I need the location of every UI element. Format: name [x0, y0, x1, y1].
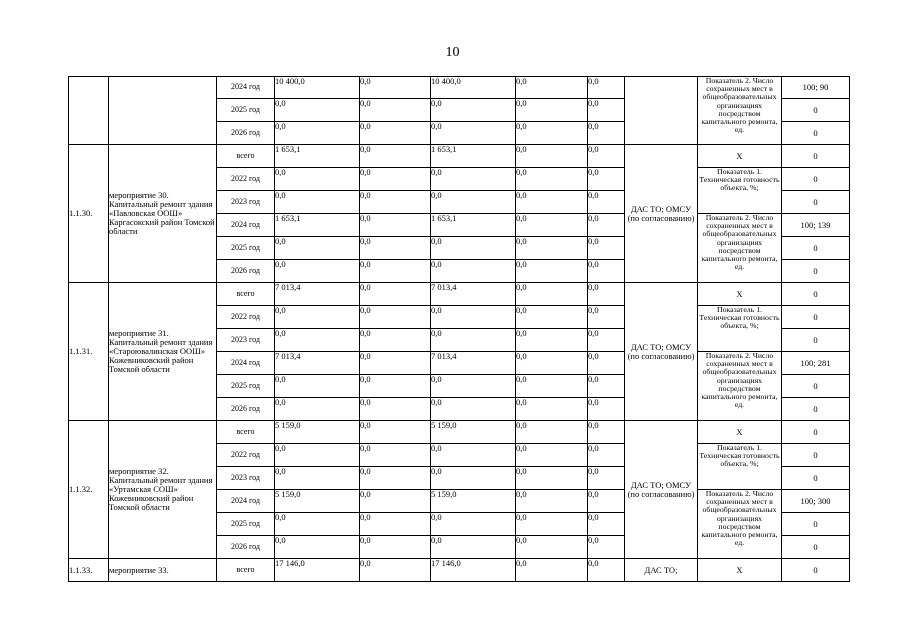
value-cell: 0,0	[588, 145, 625, 168]
value-cell: 5 159,0	[431, 421, 516, 444]
value-cell: 0,0	[588, 122, 625, 145]
indicator-value-cell: 0	[782, 191, 850, 214]
value-cell: 1 653,1	[431, 214, 516, 237]
value-cell: 0,0	[275, 536, 360, 559]
value-cell: 7 013,4	[431, 283, 516, 306]
year-cell: 2025 год	[217, 375, 275, 398]
year-cell: всего	[217, 559, 275, 582]
value-cell: 0,0	[516, 283, 588, 306]
event-code: 1.1.33.	[69, 559, 109, 582]
executor-cell	[625, 77, 698, 145]
indicator-1-cell: Показатель 1. Техническая готовность объекта, %;	[698, 168, 782, 214]
value-cell: 0,0	[360, 421, 431, 444]
value-cell: 0,0	[516, 375, 588, 398]
year-cell: 2022 год	[217, 306, 275, 329]
value-cell: 5 159,0	[275, 490, 360, 513]
page-number: 10	[445, 45, 460, 60]
event-name: мероприятие 32. Капитальный ремонт здания «Уртамская СОШ» Кожевниковский район Томской области	[109, 421, 217, 559]
indicator-value-cell: 0	[782, 99, 850, 122]
value-cell: 0,0	[588, 490, 625, 513]
indicator-value-cell: 0	[782, 283, 850, 306]
value-cell: 0,0	[275, 122, 360, 145]
indicator-value-cell: 0	[782, 513, 850, 536]
value-cell: 0,0	[431, 467, 516, 490]
value-cell: 10 400,0	[275, 77, 360, 99]
value-cell: 7 013,4	[275, 283, 360, 306]
value-cell: 0,0	[516, 536, 588, 559]
year-cell: 2026 год	[217, 260, 275, 283]
value-cell: 0,0	[431, 329, 516, 352]
indicator-x-cell: Х	[698, 283, 782, 306]
value-cell: 0,0	[360, 352, 431, 375]
value-cell: 0,0	[431, 398, 516, 421]
value-cell: 0,0	[275, 99, 360, 122]
value-cell: 0,0	[360, 375, 431, 398]
value-cell: 0,0	[588, 283, 625, 306]
year-cell: 2023 год	[217, 191, 275, 214]
value-cell: 17 146,0	[431, 559, 516, 582]
value-cell: 0,0	[275, 398, 360, 421]
year-cell: 2025 год	[217, 99, 275, 122]
indicator-2-cell: Показатель 2. Число сохраненных мест в общеобразовательных организациях посредством капитального ремонта, ед.	[698, 77, 782, 145]
value-cell: 0,0	[360, 513, 431, 536]
indicator-value-cell: 0	[782, 444, 850, 467]
value-cell: 0,0	[275, 444, 360, 467]
indicator-x-cell: Х	[698, 145, 782, 168]
year-cell: 2024 год	[217, 352, 275, 375]
year-cell: 2026 год	[217, 536, 275, 559]
year-cell: 2024 год	[217, 490, 275, 513]
value-cell: 0,0	[588, 306, 625, 329]
value-cell: 0,0	[588, 467, 625, 490]
value-cell: 0,0	[516, 513, 588, 536]
value-cell: 0,0	[516, 77, 588, 99]
indicator-1-cell: Показатель 1. Техническая готовность объекта, %;	[698, 444, 782, 490]
year-cell: 2022 год	[217, 168, 275, 191]
event-name: мероприятие 30. Капитальный ремонт здания «Павловская ООШ» Каргасокский район Томской области	[109, 145, 217, 283]
indicator-2-cell: Показатель 2. Число сохраненных мест в общеобразовательных организациях посредством капитального ремонта, ед.	[698, 490, 782, 559]
value-cell: 0,0	[516, 467, 588, 490]
value-cell: 0,0	[516, 329, 588, 352]
indicator-2-cell: Показатель 2. Число сохраненных мест в общеобразовательных организациях посредством капитального ремонта, ед.	[698, 214, 782, 283]
value-cell: 0,0	[588, 260, 625, 283]
value-cell: 0,0	[431, 99, 516, 122]
year-cell: всего	[217, 283, 275, 306]
value-cell: 17 146,0	[275, 559, 360, 582]
value-cell: 0,0	[588, 191, 625, 214]
value-cell: 0,0	[360, 306, 431, 329]
value-cell: 0,0	[275, 467, 360, 490]
value-cell: 0,0	[275, 306, 360, 329]
indicator-value-cell: 0	[782, 237, 850, 260]
year-cell: 2024 год	[217, 77, 275, 99]
code-cell	[69, 77, 109, 145]
indicator-value-cell: 0	[782, 467, 850, 490]
value-cell: 5 159,0	[431, 490, 516, 513]
indicator-value-cell: 0	[782, 145, 850, 168]
indicator-x-cell: Х	[698, 421, 782, 444]
value-cell: 0,0	[431, 260, 516, 283]
year-cell: 2024 год	[217, 214, 275, 237]
indicator-value-cell: 0	[782, 122, 850, 145]
executor-cell: ДАС ТО;	[625, 559, 698, 582]
indicator-value-cell: 100; 90	[782, 77, 850, 99]
value-cell: 0,0	[516, 122, 588, 145]
table-row	[69, 421, 850, 444]
table-row	[69, 559, 850, 582]
value-cell: 0,0	[360, 559, 431, 582]
value-cell: 0,0	[275, 191, 360, 214]
indicator-value-cell: 100; 139	[782, 214, 850, 237]
value-cell: 0,0	[360, 444, 431, 467]
indicator-value-cell: 0	[782, 398, 850, 421]
year-cell: 2023 год	[217, 329, 275, 352]
value-cell: 0,0	[431, 168, 516, 191]
value-cell: 0,0	[588, 237, 625, 260]
event-code: 1.1.32.	[69, 421, 109, 559]
value-cell: 0,0	[360, 77, 431, 99]
value-cell: 0,0	[588, 559, 625, 582]
year-cell: всего	[217, 421, 275, 444]
value-cell: 0,0	[431, 444, 516, 467]
value-cell: 0,0	[588, 77, 625, 99]
executor-cell: ДАС ТО; ОМСУ (по согласованию)	[625, 145, 698, 283]
indicator-value-cell: 0	[782, 329, 850, 352]
value-cell: 0,0	[588, 536, 625, 559]
value-cell: 7 013,4	[431, 352, 516, 375]
value-cell: 0,0	[431, 375, 516, 398]
value-cell: 0,0	[588, 214, 625, 237]
value-cell: 7 013,4	[275, 352, 360, 375]
value-cell: 0,0	[516, 421, 588, 444]
indicator-value-cell: 0	[782, 421, 850, 444]
event-code: 1.1.31.	[69, 283, 109, 421]
value-cell: 0,0	[516, 352, 588, 375]
event-name: мероприятие 31. Капитальный ремонт здания «Староювалинская ООШ» Кожевниковский район Томской области	[109, 283, 217, 421]
indicator-value-cell: 0	[782, 375, 850, 398]
value-cell: 0,0	[431, 191, 516, 214]
value-cell: 0,0	[588, 168, 625, 191]
value-cell: 0,0	[431, 513, 516, 536]
value-cell: 0,0	[516, 145, 588, 168]
value-cell: 0,0	[360, 168, 431, 191]
value-cell: 0,0	[360, 191, 431, 214]
value-cell: 0,0	[516, 306, 588, 329]
value-cell: 0,0	[360, 145, 431, 168]
year-cell: всего	[217, 145, 275, 168]
value-cell: 0,0	[588, 444, 625, 467]
indicator-x-cell: Х	[698, 559, 782, 582]
event-code: 1.1.30.	[69, 145, 109, 283]
value-cell: 0,0	[588, 398, 625, 421]
value-cell: 0,0	[516, 214, 588, 237]
indicator-value-cell: 0	[782, 306, 850, 329]
value-cell: 0,0	[588, 329, 625, 352]
value-cell: 0,0	[360, 490, 431, 513]
value-cell: 0,0	[360, 536, 431, 559]
value-cell: 0,0	[516, 444, 588, 467]
value-cell: 0,0	[275, 375, 360, 398]
value-cell: 10 400,0	[431, 77, 516, 99]
value-cell: 0,0	[360, 260, 431, 283]
value-cell: 0,0	[360, 467, 431, 490]
value-cell: 1 653,1	[431, 145, 516, 168]
indicator-value-cell: 0	[782, 168, 850, 191]
year-cell: 2025 год	[217, 237, 275, 260]
value-cell: 0,0	[516, 490, 588, 513]
table-row	[69, 145, 850, 168]
indicator-value-cell: 0	[782, 260, 850, 283]
year-cell: 2025 год	[217, 513, 275, 536]
value-cell: 0,0	[275, 260, 360, 283]
value-cell: 0,0	[360, 237, 431, 260]
table-row	[69, 283, 850, 306]
indicator-1-cell: Показатель 1. Техническая готовность объекта, %;	[698, 306, 782, 352]
value-cell: 0,0	[516, 398, 588, 421]
value-cell: 0,0	[516, 237, 588, 260]
executor-cell: ДАС ТО; ОМСУ (по согласованию)	[625, 283, 698, 421]
year-cell: 2026 год	[217, 122, 275, 145]
value-cell: 0,0	[516, 260, 588, 283]
value-cell: 0,0	[431, 122, 516, 145]
value-cell: 0,0	[516, 559, 588, 582]
value-cell: 0,0	[360, 398, 431, 421]
value-cell: 0,0	[275, 513, 360, 536]
name-cell	[109, 77, 217, 145]
value-cell: 0,0	[275, 237, 360, 260]
value-cell: 0,0	[275, 168, 360, 191]
value-cell: 0,0	[360, 122, 431, 145]
indicator-value-cell: 0	[782, 536, 850, 559]
value-cell: 0,0	[516, 168, 588, 191]
value-cell: 0,0	[588, 352, 625, 375]
value-cell: 0,0	[431, 306, 516, 329]
year-cell: 2023 год	[217, 467, 275, 490]
indicator-2-cell: Показатель 2. Число сохраненных мест в общеобразовательных организациях посредством капитального ремонта, ед.	[698, 352, 782, 421]
value-cell: 1 653,1	[275, 214, 360, 237]
program-table	[68, 76, 850, 582]
table-row	[69, 77, 850, 99]
indicator-value-cell: 0	[782, 559, 850, 582]
value-cell: 0,0	[431, 536, 516, 559]
value-cell: 0,0	[588, 421, 625, 444]
value-cell: 0,0	[516, 99, 588, 122]
value-cell: 0,0	[588, 375, 625, 398]
value-cell: 0,0	[360, 99, 431, 122]
value-cell: 0,0	[360, 329, 431, 352]
value-cell: 0,0	[275, 329, 360, 352]
value-cell: 0,0	[588, 513, 625, 536]
value-cell: 0,0	[588, 99, 625, 122]
value-cell: 0,0	[516, 191, 588, 214]
value-cell: 0,0	[360, 283, 431, 306]
value-cell: 5 159,0	[275, 421, 360, 444]
executor-cell: ДАС ТО; ОМСУ (по согласованию)	[625, 421, 698, 559]
year-cell: 2026 год	[217, 398, 275, 421]
indicator-value-cell: 100; 281	[782, 352, 850, 375]
value-cell: 1 653,1	[275, 145, 360, 168]
value-cell: 0,0	[360, 214, 431, 237]
indicator-value-cell: 100; 300	[782, 490, 850, 513]
value-cell: 0,0	[431, 237, 516, 260]
year-cell: 2022 год	[217, 444, 275, 467]
event-name: мероприятие 33.	[109, 559, 217, 582]
